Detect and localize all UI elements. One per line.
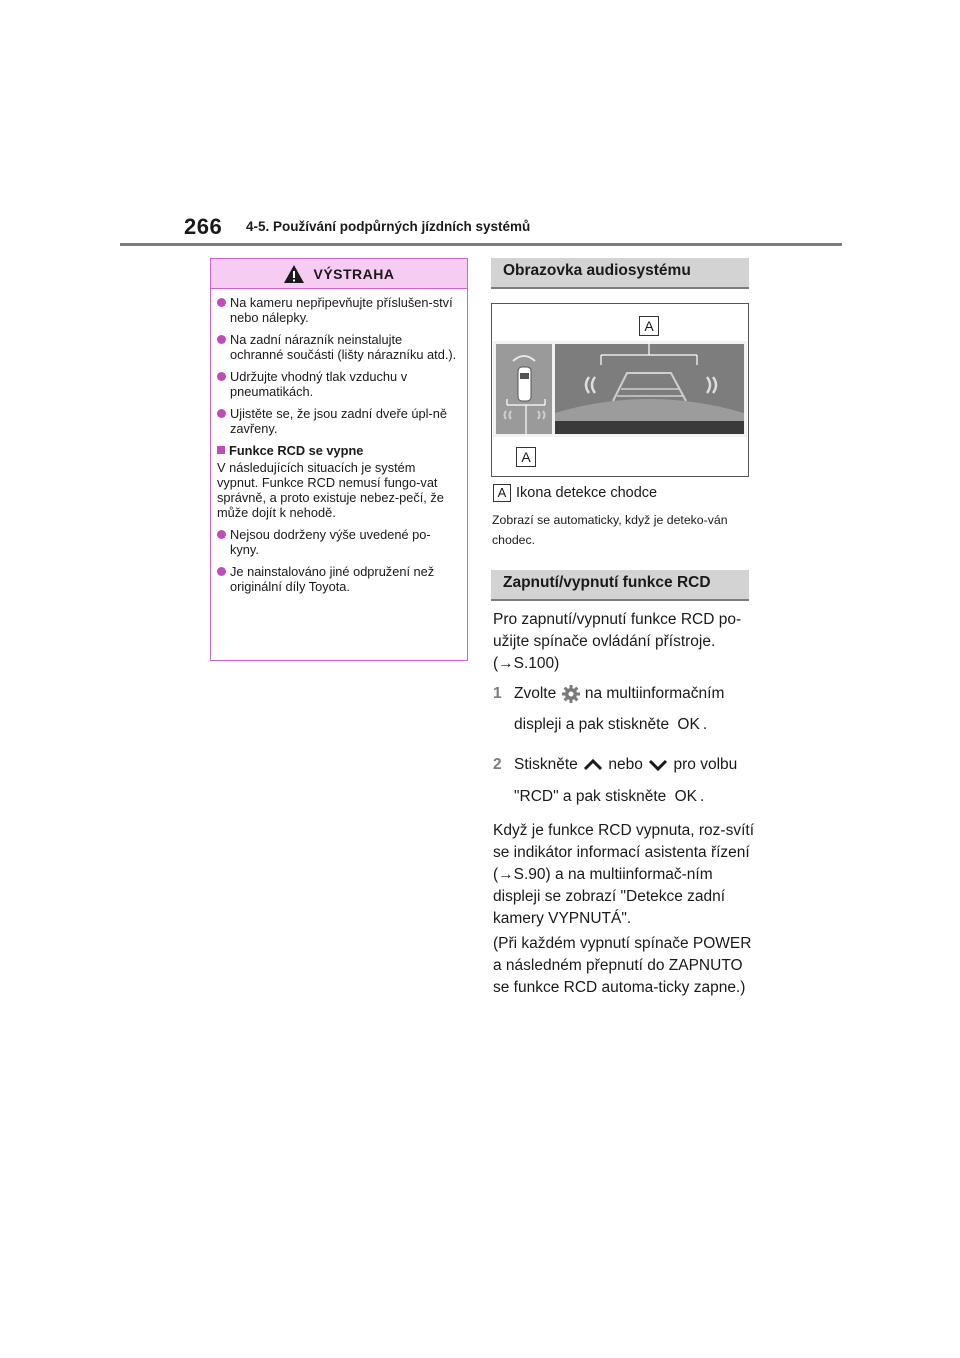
rcd-intro: Pro zapnutí/vypnutí funkce RCD po-užijte spínače ovládání přístroje. (→S.100) bbox=[493, 611, 742, 672]
chevron-down-icon bbox=[647, 758, 669, 772]
warning-subsection-text: V následujících situacích je systém vypnut. Funkce RCD nemusí fungo-vat správně, a proto existuje nebez-pečí, že může dojít k nehodě. bbox=[217, 460, 444, 520]
warning-body bbox=[211, 289, 467, 594]
step-number: 1 bbox=[493, 685, 502, 702]
warning-item: Je nainstalováno jiné odpružení než originální díly Toyota. bbox=[217, 564, 459, 594]
gear-icon bbox=[561, 684, 581, 704]
legend-label: Ikona detekce chodce bbox=[516, 485, 658, 501]
warning-title: VÝSTRAHA bbox=[313, 265, 395, 282]
step-2: 2 Stiskněte nebo pro volbu "RCD" a pak stiskněte OK . bbox=[493, 756, 738, 805]
bullet-dot-icon bbox=[217, 372, 226, 381]
page-number: 266 bbox=[184, 214, 223, 239]
ok-button-label: OK bbox=[674, 788, 698, 805]
warning-triangle-icon bbox=[283, 264, 305, 284]
bullet-dot-icon bbox=[217, 409, 226, 418]
warning-box bbox=[210, 258, 468, 661]
rcd-power-paragraph: (Při každém vypnutí spínače POWER a následném přepnutí do ZAPNUTO se funkce RCD automa-ticky zapne.) bbox=[493, 935, 752, 996]
rcd-heading: Zapnutí/vypnutí funkce RCD bbox=[491, 570, 749, 601]
camera-screen-illustration bbox=[493, 341, 747, 437]
section-title: 4-5. Používání podpůrných jízdních systémů bbox=[246, 219, 531, 234]
rcd-off-paragraph: Když je funkce RCD vypnuta, roz-svítí se indikátor informací asistenta řízení (→S.90) a na multiinformač-ním displeji se zobrazí "Detekce zadní kamery VYPNUTÁ". bbox=[493, 822, 755, 927]
bullet-dot-icon bbox=[217, 335, 226, 344]
warning-item: Na kameru nepřipevňujte příslušen-ství nebo nálepky. bbox=[217, 295, 459, 325]
bullet-dot-icon bbox=[217, 567, 226, 576]
warning-item: Ujistěte se, že jsou zadní dveře úpl-ně zavřeny. bbox=[217, 406, 459, 436]
legend-row bbox=[493, 484, 657, 502]
ok-button-label: OK bbox=[677, 716, 700, 733]
legend-note: Zobrazí se automaticky, když je deteko-ván chodec. bbox=[492, 513, 728, 547]
warning-header bbox=[211, 259, 467, 289]
warning-item: Udržujte vhodný tlak vzduchu v pneumatikách. bbox=[217, 369, 459, 399]
bullet-dot-icon bbox=[217, 298, 226, 307]
warning-subsection-title: Funkce RCD se vypne bbox=[217, 443, 459, 458]
step-number: 2 bbox=[493, 756, 502, 773]
step-1: 1 Zvolte na multiinformačním displeji a pak stiskněte OK . bbox=[493, 685, 725, 733]
bullet-dot-icon bbox=[217, 530, 226, 539]
callout-top: A bbox=[639, 316, 659, 336]
header-rule bbox=[120, 243, 842, 246]
callout-bottom: A bbox=[516, 447, 536, 467]
audio-screen-figure bbox=[491, 303, 749, 477]
chevron-up-icon bbox=[582, 758, 604, 772]
warning-item: Nejsou dodrženy výše uvedené po-kyny. bbox=[217, 527, 459, 557]
legend-letter: A bbox=[493, 484, 511, 502]
audio-screen-heading: Obrazovka audiosystému bbox=[491, 258, 749, 289]
warning-item: Na zadní nárazník neinstalujte ochranné součásti (lišty nárazníku atd.). bbox=[217, 332, 459, 362]
bullet-square-icon bbox=[217, 446, 225, 454]
